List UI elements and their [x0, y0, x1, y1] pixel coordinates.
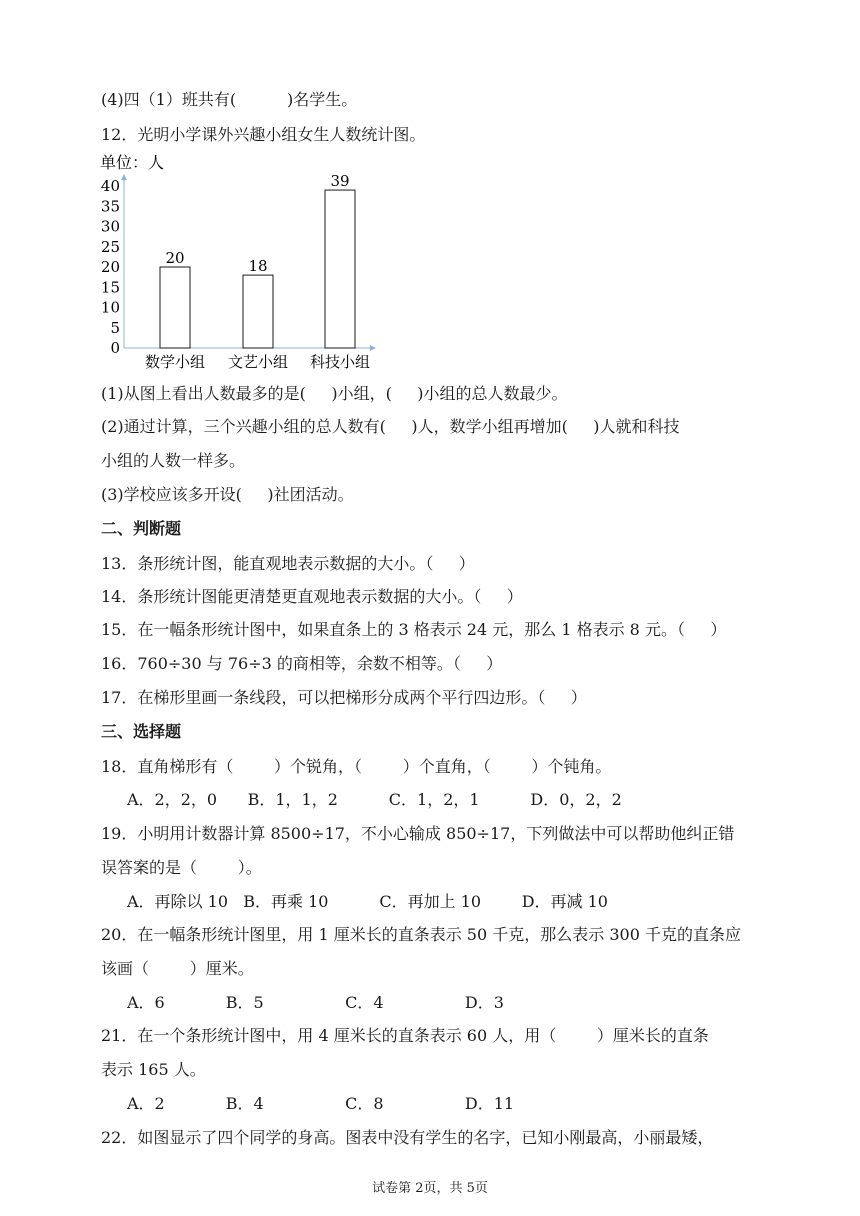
- y-tick-label: 25: [100, 237, 120, 256]
- y-tick-label: 40: [100, 177, 120, 195]
- category-label: 科技小组: [309, 353, 371, 371]
- question-line: 误答案的是（ ）。: [101, 858, 262, 877]
- question-line: 19．小明用计数器计算 8500÷17，不小心输成 850÷17，下列做法中可以帮助他纠正错: [101, 824, 735, 843]
- y-tick-label: 30: [100, 217, 120, 236]
- bar-value-label: 39: [330, 172, 350, 191]
- bar-value-label: 20: [165, 249, 185, 267]
- question-line: 小组的人数一样多。: [101, 451, 246, 470]
- question-line: 14．条形统计图能更清楚更直观地表示数据的大小。（ ）: [101, 587, 523, 606]
- question-line: 15．在一幅条形统计图中，如果直条上的 3 格表示 24 元，那么 1 格表示 8 元。（ ）: [101, 620, 727, 639]
- question-line: 13．条形统计图，能直观地表示数据的大小。（ ）: [101, 554, 475, 573]
- chart-unit-label: 单位：人: [100, 153, 165, 172]
- question-line: 20．在一幅条形统计图里，用 1 厘米长的直条表示 50 千克，那么表示 300 千克的直条应: [101, 925, 741, 944]
- question-line: 该画（ ）厘米。: [101, 959, 254, 978]
- y-tick-label: 15: [100, 278, 120, 297]
- category-label: 文艺小组: [227, 353, 289, 371]
- question-line: 21．在一个条形统计图中，用 4 厘米长的直条表示 60 人，用（ ）厘米长的直条: [101, 1026, 709, 1045]
- bar: [160, 267, 190, 348]
- question-line: A．再除以 10 B．再乘 10 C．再加上 10 D．再减 10: [127, 892, 608, 911]
- question-line: A．2，2，0 B．1，1，2 C．1，2，1 D．0，2，2: [127, 790, 622, 809]
- question-line: 22．如图显示了四个同学的身高。图表中没有学生的名字，已知小刚最高，小丽最矮，: [101, 1128, 714, 1147]
- bar-chart: [100, 150, 400, 375]
- y-tick-label: 35: [100, 197, 120, 216]
- page-footer: 试卷第 2页，共 5页: [372, 1181, 488, 1196]
- bar-value-label: 18: [248, 257, 268, 276]
- bar: [325, 190, 355, 348]
- y-tick-label: 20: [100, 258, 120, 276]
- question-line: A．2 B．4 C．8 D．11: [127, 1094, 515, 1113]
- question-line: A．6 B．5 C．4 D．3: [127, 993, 504, 1012]
- question-line: (2)通过计算，三个兴趣小组的总人数有( )人，数学小组再增加( )人就和科技: [101, 417, 680, 436]
- question-line: (3)学校应该多开设( )社团活动。: [101, 485, 354, 504]
- x-axis-arrow: [370, 345, 376, 351]
- question-line: 12．光明小学课外兴趣小组女生人数统计图。: [101, 125, 426, 144]
- section-heading: 二、判断题: [101, 519, 182, 538]
- category-label: 数学小组: [144, 353, 206, 371]
- y-tick-label: 10: [100, 298, 120, 317]
- question-line: (1)从图上看出人数最多的是( )小组，( )小组的总人数最少。: [101, 384, 568, 403]
- question-line: 16．760÷30 与 76÷3 的商相等，余数不相等。（ ）: [101, 654, 503, 673]
- y-tick-label: 0: [110, 339, 120, 357]
- question-line: 18．直角梯形有（ ）个锐角，（ ）个直角，（ ）个钝角。: [101, 757, 612, 776]
- bar: [243, 275, 273, 348]
- question-line: 17．在梯形里画一条线段，可以把梯形分成两个平行四边形。（ ）: [101, 688, 587, 707]
- question-line: 表示 165 人。: [101, 1060, 206, 1079]
- question-line: (4)四（1）班共有( )名学生。: [101, 90, 358, 109]
- y-axis-arrow: [121, 174, 127, 180]
- section-heading: 三、选择题: [101, 722, 182, 741]
- y-tick-label: 5: [110, 318, 120, 337]
